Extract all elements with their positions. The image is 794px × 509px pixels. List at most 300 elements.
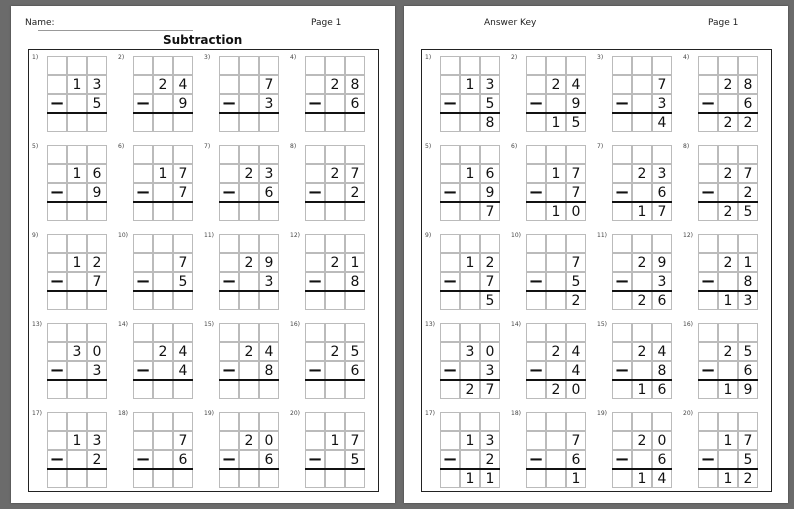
answer-cell bbox=[67, 380, 87, 399]
digit-cell: 8 bbox=[345, 75, 365, 94]
digit-cell bbox=[440, 75, 460, 94]
digit-cell bbox=[612, 56, 632, 75]
problem-number: 4) bbox=[683, 54, 690, 61]
digit-cell: 7 bbox=[738, 431, 758, 450]
digit-cell bbox=[652, 56, 672, 75]
digit-cell: 2 bbox=[718, 253, 738, 272]
digit-grid bbox=[698, 234, 758, 310]
digit-cell bbox=[133, 75, 153, 94]
digit-cell: 2 bbox=[153, 342, 173, 361]
digit-cell: 8 bbox=[652, 361, 672, 380]
equals-bar bbox=[526, 112, 586, 114]
digit-cell bbox=[153, 412, 173, 431]
digit-cell bbox=[612, 291, 632, 310]
equals-bar bbox=[440, 201, 500, 203]
answer-cell bbox=[173, 291, 193, 310]
equals-bar bbox=[219, 201, 279, 203]
digit-cell: 1 bbox=[325, 431, 345, 450]
equals-bar bbox=[305, 112, 365, 114]
equals-bar bbox=[133, 112, 193, 114]
digit-grid bbox=[440, 234, 500, 310]
digit-cell: 7 bbox=[738, 164, 758, 183]
digit-cell bbox=[738, 145, 758, 164]
equals-bar bbox=[698, 201, 758, 203]
digit-cell: 7 bbox=[87, 272, 107, 291]
equals-bar bbox=[305, 290, 365, 292]
digit-cell bbox=[133, 291, 153, 310]
equals-bar bbox=[526, 201, 586, 203]
problem-number: 7) bbox=[204, 143, 211, 150]
problem-number: 15) bbox=[597, 321, 607, 328]
digit-cell bbox=[67, 145, 87, 164]
answer-cell bbox=[325, 202, 345, 221]
name-label: Name: bbox=[25, 18, 55, 28]
digit-cell bbox=[698, 291, 718, 310]
problem-number: 13) bbox=[425, 321, 435, 328]
digit-cell: 3 bbox=[259, 272, 279, 291]
answer-digit: 1 bbox=[460, 469, 480, 488]
subtraction-problem bbox=[597, 232, 682, 316]
digit-cell: 7 bbox=[173, 253, 193, 272]
digit-grid bbox=[47, 145, 107, 221]
digit-cell: 1 bbox=[546, 164, 566, 183]
digit-cell bbox=[566, 323, 586, 342]
digit-cell bbox=[632, 145, 652, 164]
digit-cell bbox=[718, 234, 738, 253]
digit-cell bbox=[460, 56, 480, 75]
digit-cell bbox=[632, 361, 652, 380]
digit-grid bbox=[612, 412, 672, 488]
digit-cell bbox=[652, 412, 672, 431]
digit-cell bbox=[612, 253, 632, 272]
digit-cell bbox=[173, 234, 193, 253]
digit-cell: 6 bbox=[738, 361, 758, 380]
answer-cell bbox=[173, 469, 193, 488]
digit-cell bbox=[325, 361, 345, 380]
answer-digit: 2 bbox=[738, 113, 758, 132]
answer-digit: 1 bbox=[718, 291, 738, 310]
digit-cell bbox=[718, 94, 738, 113]
digit-cell bbox=[219, 113, 239, 132]
equals-bar bbox=[440, 379, 500, 381]
digit-cell bbox=[632, 183, 652, 202]
equals-bar bbox=[47, 290, 107, 292]
digit-cell: 2 bbox=[632, 342, 652, 361]
digit-cell: 2 bbox=[87, 450, 107, 469]
digit-cell bbox=[480, 412, 500, 431]
digit-cell bbox=[526, 469, 546, 488]
problem-number: 19) bbox=[597, 410, 607, 417]
minus-sign: − bbox=[47, 94, 67, 113]
minus-sign: − bbox=[219, 361, 239, 380]
digit-cell bbox=[440, 469, 460, 488]
answer-cell bbox=[87, 113, 107, 132]
digit-cell bbox=[47, 234, 67, 253]
digit-cell bbox=[259, 412, 279, 431]
digit-cell bbox=[325, 450, 345, 469]
digit-grid bbox=[526, 323, 586, 399]
digit-cell: 0 bbox=[480, 342, 500, 361]
digit-cell bbox=[526, 75, 546, 94]
digit-cell bbox=[698, 234, 718, 253]
digit-cell bbox=[67, 183, 87, 202]
problem-number: 12) bbox=[290, 232, 300, 239]
digit-cell bbox=[612, 469, 632, 488]
digit-cell bbox=[305, 234, 325, 253]
answer-cell bbox=[345, 291, 365, 310]
equals-bar bbox=[219, 112, 279, 114]
digit-grid bbox=[305, 323, 365, 399]
digit-cell: 4 bbox=[566, 361, 586, 380]
minus-sign: − bbox=[526, 94, 546, 113]
digit-cell bbox=[67, 361, 87, 380]
digit-cell bbox=[546, 234, 566, 253]
digit-cell bbox=[718, 145, 738, 164]
subtraction-problem bbox=[425, 143, 510, 227]
digit-cell: 8 bbox=[345, 272, 365, 291]
digit-cell bbox=[239, 323, 259, 342]
answer-cell bbox=[153, 469, 173, 488]
digit-cell bbox=[345, 323, 365, 342]
digit-cell bbox=[153, 253, 173, 272]
digit-cell bbox=[47, 56, 67, 75]
digit-cell bbox=[526, 253, 546, 272]
digit-cell bbox=[566, 56, 586, 75]
answer-digit bbox=[632, 113, 652, 132]
minus-sign: − bbox=[440, 272, 460, 291]
digit-cell bbox=[612, 113, 632, 132]
equals-bar bbox=[47, 468, 107, 470]
subtraction-problem bbox=[425, 321, 510, 405]
digit-cell: 1 bbox=[67, 75, 87, 94]
subtraction-problem bbox=[118, 321, 203, 405]
digit-cell bbox=[718, 56, 738, 75]
digit-cell bbox=[546, 253, 566, 272]
digit-cell bbox=[698, 56, 718, 75]
digit-grid bbox=[612, 145, 672, 221]
digit-cell bbox=[698, 342, 718, 361]
digit-cell bbox=[632, 450, 652, 469]
digit-cell bbox=[632, 412, 652, 431]
digit-grid bbox=[133, 323, 193, 399]
digit-cell bbox=[566, 412, 586, 431]
subtraction-problem bbox=[511, 410, 596, 494]
subtraction-problem bbox=[204, 54, 289, 138]
minus-sign: − bbox=[305, 272, 325, 291]
subtraction-problem bbox=[204, 143, 289, 227]
digit-cell: 5 bbox=[345, 450, 365, 469]
digit-cell bbox=[47, 431, 67, 450]
digit-cell bbox=[632, 272, 652, 291]
digit-cell bbox=[526, 145, 546, 164]
minus-sign: − bbox=[526, 272, 546, 291]
minus-sign: − bbox=[526, 361, 546, 380]
minus-sign: − bbox=[47, 272, 67, 291]
digit-cell: 1 bbox=[460, 253, 480, 272]
digit-cell bbox=[239, 183, 259, 202]
equals-bar bbox=[698, 468, 758, 470]
digit-cell bbox=[526, 380, 546, 399]
subtraction-problem bbox=[32, 54, 117, 138]
subtraction-problem bbox=[32, 232, 117, 316]
digit-cell bbox=[219, 342, 239, 361]
digit-cell: 9 bbox=[566, 94, 586, 113]
answer-digit: 8 bbox=[480, 113, 500, 132]
digit-cell bbox=[133, 56, 153, 75]
subtraction-problem bbox=[511, 232, 596, 316]
answer-cell bbox=[239, 202, 259, 221]
digit-cell bbox=[612, 323, 632, 342]
equals-bar bbox=[612, 201, 672, 203]
digit-cell: 6 bbox=[345, 361, 365, 380]
digit-cell bbox=[698, 145, 718, 164]
digit-cell bbox=[219, 431, 239, 450]
digit-cell bbox=[612, 234, 632, 253]
digit-cell bbox=[526, 164, 546, 183]
answer-cell bbox=[153, 291, 173, 310]
digit-cell bbox=[239, 75, 259, 94]
subtraction-problem bbox=[290, 232, 375, 316]
digit-cell bbox=[239, 361, 259, 380]
equals-bar bbox=[698, 290, 758, 292]
digit-cell bbox=[219, 145, 239, 164]
equals-bar bbox=[133, 201, 193, 203]
digit-grid bbox=[47, 323, 107, 399]
digit-cell: 8 bbox=[738, 75, 758, 94]
subtraction-problem bbox=[511, 54, 596, 138]
digit-cell: 7 bbox=[345, 164, 365, 183]
digit-grid bbox=[612, 323, 672, 399]
digit-cell: 9 bbox=[87, 183, 107, 202]
minus-sign: − bbox=[526, 450, 546, 469]
digit-cell: 3 bbox=[652, 94, 672, 113]
digit-cell: 7 bbox=[566, 253, 586, 272]
digit-cell bbox=[305, 342, 325, 361]
answer-cell bbox=[67, 291, 87, 310]
answer-cell bbox=[67, 469, 87, 488]
digit-grid bbox=[440, 145, 500, 221]
digit-cell bbox=[67, 56, 87, 75]
problem-number: 20) bbox=[290, 410, 300, 417]
digit-cell: 2 bbox=[153, 75, 173, 94]
problem-number: 14) bbox=[118, 321, 128, 328]
digit-cell bbox=[87, 56, 107, 75]
digit-cell: 4 bbox=[173, 361, 193, 380]
digit-cell bbox=[325, 56, 345, 75]
digit-cell bbox=[698, 253, 718, 272]
digit-cell: 4 bbox=[259, 342, 279, 361]
digit-cell bbox=[173, 145, 193, 164]
equals-bar bbox=[305, 379, 365, 381]
problem-number: 19) bbox=[204, 410, 214, 417]
problem-number: 2) bbox=[118, 54, 125, 61]
digit-cell: 6 bbox=[652, 183, 672, 202]
digit-grid bbox=[526, 145, 586, 221]
digit-cell bbox=[325, 272, 345, 291]
digit-cell bbox=[219, 164, 239, 183]
digit-cell bbox=[460, 94, 480, 113]
digit-cell bbox=[632, 234, 652, 253]
digit-cell bbox=[546, 56, 566, 75]
digit-cell bbox=[67, 323, 87, 342]
digit-cell: 0 bbox=[652, 431, 672, 450]
digit-cell bbox=[460, 412, 480, 431]
answer-cell bbox=[259, 113, 279, 132]
digit-cell bbox=[546, 183, 566, 202]
digit-cell bbox=[305, 323, 325, 342]
equals-bar bbox=[526, 468, 586, 470]
answer-digit: 1 bbox=[718, 380, 738, 399]
problem-number: 6) bbox=[511, 143, 518, 150]
answer-cell bbox=[325, 291, 345, 310]
digit-cell bbox=[526, 412, 546, 431]
digit-cell: 6 bbox=[173, 450, 193, 469]
equals-bar bbox=[440, 112, 500, 114]
digit-cell bbox=[153, 323, 173, 342]
page-number: Page 1 bbox=[708, 18, 739, 28]
answer-cell bbox=[173, 113, 193, 132]
digit-cell bbox=[47, 202, 67, 221]
digit-cell bbox=[87, 145, 107, 164]
digit-cell bbox=[566, 234, 586, 253]
digit-cell bbox=[219, 75, 239, 94]
digit-grid bbox=[47, 56, 107, 132]
answer-cell bbox=[325, 469, 345, 488]
digit-cell: 3 bbox=[259, 164, 279, 183]
digit-cell bbox=[566, 145, 586, 164]
minus-sign: − bbox=[698, 361, 718, 380]
subtraction-problem bbox=[290, 410, 375, 494]
equals-bar bbox=[133, 290, 193, 292]
digit-cell: 3 bbox=[652, 164, 672, 183]
digit-cell bbox=[718, 272, 738, 291]
digit-cell bbox=[239, 94, 259, 113]
digit-grid bbox=[219, 145, 279, 221]
digit-cell: 5 bbox=[87, 94, 107, 113]
digit-cell bbox=[652, 323, 672, 342]
digit-grid bbox=[440, 412, 500, 488]
digit-cell: 4 bbox=[173, 75, 193, 94]
answer-cell bbox=[345, 469, 365, 488]
digit-cell bbox=[67, 94, 87, 113]
minus-sign: − bbox=[612, 94, 632, 113]
name-line bbox=[38, 19, 193, 31]
digit-cell: 2 bbox=[546, 75, 566, 94]
page-number: Page 1 bbox=[311, 18, 342, 28]
problem-number: 18) bbox=[118, 410, 128, 417]
subtraction-problem bbox=[290, 321, 375, 405]
digit-cell: 1 bbox=[153, 164, 173, 183]
digit-cell bbox=[460, 145, 480, 164]
digit-cell: 2 bbox=[325, 75, 345, 94]
equals-bar bbox=[440, 468, 500, 470]
digit-cell bbox=[652, 234, 672, 253]
equals-bar bbox=[698, 379, 758, 381]
digit-cell bbox=[325, 183, 345, 202]
digit-grid bbox=[698, 145, 758, 221]
digit-cell bbox=[259, 234, 279, 253]
answer-digit: 5 bbox=[480, 291, 500, 310]
digit-cell bbox=[325, 145, 345, 164]
digit-cell bbox=[87, 412, 107, 431]
digit-cell bbox=[47, 469, 67, 488]
minus-sign: − bbox=[305, 183, 325, 202]
digit-cell: 2 bbox=[87, 253, 107, 272]
digit-cell bbox=[460, 272, 480, 291]
digit-cell: 2 bbox=[345, 183, 365, 202]
subtraction-problem bbox=[683, 410, 768, 494]
digit-cell bbox=[526, 113, 546, 132]
digit-cell: 1 bbox=[345, 253, 365, 272]
answer-cell bbox=[345, 202, 365, 221]
minus-sign: − bbox=[698, 183, 718, 202]
digit-cell bbox=[345, 56, 365, 75]
problem-number: 7) bbox=[597, 143, 604, 150]
digit-cell bbox=[305, 291, 325, 310]
worksheet-page bbox=[11, 6, 395, 503]
digit-cell: 1 bbox=[460, 431, 480, 450]
digit-cell bbox=[47, 342, 67, 361]
digit-cell: 7 bbox=[173, 183, 193, 202]
subtraction-problem bbox=[204, 410, 289, 494]
digit-cell: 2 bbox=[239, 253, 259, 272]
digit-cell bbox=[632, 323, 652, 342]
digit-cell bbox=[239, 272, 259, 291]
digit-cell: 2 bbox=[239, 431, 259, 450]
digit-cell: 9 bbox=[259, 253, 279, 272]
digit-cell bbox=[219, 412, 239, 431]
minus-sign: − bbox=[698, 94, 718, 113]
digit-cell bbox=[698, 323, 718, 342]
digit-cell: 5 bbox=[738, 342, 758, 361]
answer-digit: 1 bbox=[546, 202, 566, 221]
answer-digit: 1 bbox=[480, 469, 500, 488]
digit-cell bbox=[738, 56, 758, 75]
answer-cell bbox=[87, 380, 107, 399]
digit-cell: 6 bbox=[480, 164, 500, 183]
answer-cell bbox=[259, 291, 279, 310]
digit-cell bbox=[153, 94, 173, 113]
digit-grid bbox=[698, 323, 758, 399]
digit-cell bbox=[133, 145, 153, 164]
subtraction-problem bbox=[32, 321, 117, 405]
minus-sign: − bbox=[47, 450, 67, 469]
digit-cell bbox=[546, 272, 566, 291]
digit-cell bbox=[305, 253, 325, 272]
digit-grid bbox=[133, 145, 193, 221]
digit-cell: 2 bbox=[239, 342, 259, 361]
answer-digit: 4 bbox=[652, 113, 672, 132]
answer-cell bbox=[67, 202, 87, 221]
digit-cell bbox=[440, 431, 460, 450]
minus-sign: − bbox=[219, 94, 239, 113]
minus-sign: − bbox=[219, 272, 239, 291]
problem-number: 4) bbox=[290, 54, 297, 61]
digit-cell bbox=[47, 164, 67, 183]
digit-cell bbox=[133, 234, 153, 253]
subtraction-problem bbox=[597, 321, 682, 405]
digit-cell: 2 bbox=[632, 253, 652, 272]
digit-cell: 1 bbox=[460, 75, 480, 94]
subtraction-problem bbox=[683, 232, 768, 316]
answer-digit: 6 bbox=[652, 291, 672, 310]
minus-sign: − bbox=[47, 183, 67, 202]
subtraction-problem bbox=[683, 143, 768, 227]
digit-cell bbox=[133, 342, 153, 361]
digit-cell bbox=[440, 323, 460, 342]
minus-sign: − bbox=[219, 183, 239, 202]
digit-cell: 7 bbox=[566, 183, 586, 202]
